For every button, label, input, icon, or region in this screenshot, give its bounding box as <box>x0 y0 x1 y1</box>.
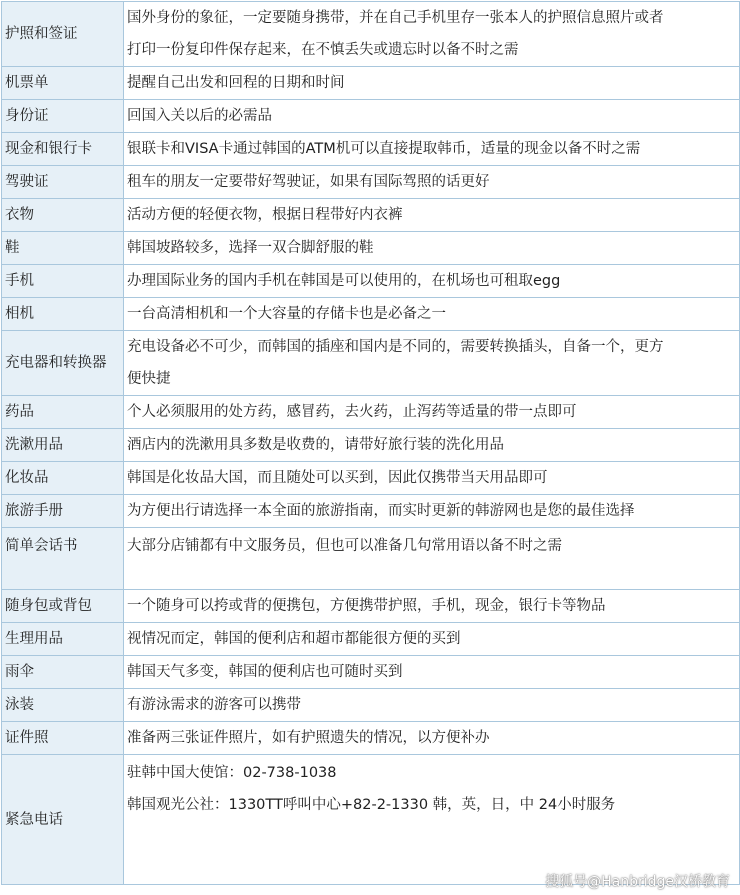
row-label: 药品 <box>2 396 124 429</box>
row-description: 办理国际业务的国内手机在韩国是可以使用的，在机场也可租取egg <box>124 265 740 298</box>
table-row <box>2 166 740 199</box>
table-row <box>2 199 740 232</box>
row-label: 护照和签证 <box>2 2 124 67</box>
row-description: 准备两三张证件照片，如有护照遗失的情况，以方便补办 <box>124 722 740 755</box>
row-description: 回国入关以后的必需品 <box>124 100 740 133</box>
row-description: 一个随身可以挎或背的便携包，方便携带护照，手机，现金，银行卡等物品 <box>124 590 740 623</box>
row-description: 租车的朋友一定要带好驾驶证，如果有国际驾照的话更好 <box>124 166 740 199</box>
description-line: 国外身份的象征，一定要随身携带，并在自己手机里存一张本人的护照信息照片或者 <box>127 10 664 26</box>
table-row <box>2 133 740 166</box>
table-row <box>2 656 740 689</box>
table-row <box>2 67 740 100</box>
table-row <box>2 232 740 265</box>
description-line: 便快捷 <box>127 371 171 387</box>
row-label: 驾驶证 <box>2 166 124 199</box>
table-row <box>2 689 740 722</box>
table-row <box>2 298 740 331</box>
table-row <box>2 462 740 495</box>
row-description: 活动方便的轻便衣物，根据日程带好内衣裤 <box>124 199 740 232</box>
row-label: 现金和银行卡 <box>2 133 124 166</box>
row-description: 韩国天气多变，韩国的便利店也可随时买到 <box>124 656 740 689</box>
row-label: 旅游手册 <box>2 495 124 528</box>
row-label: 雨伞 <box>2 656 124 689</box>
row-description: 个人必须服用的处方药，感冒药，去火药，止泻药等适量的带一点即可 <box>124 396 740 429</box>
row-label: 相机 <box>2 298 124 331</box>
table-row <box>2 396 740 429</box>
row-description: 酒店内的洗漱用具多数是收费的，请带好旅行装的洗化用品 <box>124 429 740 462</box>
row-label: 化妆品 <box>2 462 124 495</box>
row-label: 泳装 <box>2 689 124 722</box>
table-row <box>2 495 740 528</box>
table-row <box>2 331 740 396</box>
row-description: 韩国是化妆品大国，而且随处可以买到，因此仅携带当天用品即可 <box>124 462 740 495</box>
row-description <box>124 2 740 67</box>
table-row <box>2 722 740 755</box>
row-label: 生理用品 <box>2 623 124 656</box>
row-description: 银联卡和VISA卡通过韩国的ATM机可以直接提取韩币，适量的现金以备不时之需 <box>124 133 740 166</box>
table-row <box>2 100 740 133</box>
table-row <box>2 265 740 298</box>
table-row <box>2 623 740 656</box>
row-label: 紧急电话 <box>2 755 124 885</box>
row-description: 为方便出行请选择一本全面的旅游指南，而实时更新的韩游网也是您的最佳选择 <box>124 495 740 528</box>
row-description: 韩国坡路较多，选择一双合脚舒服的鞋 <box>124 232 740 265</box>
table-row <box>2 2 740 67</box>
row-label: 鞋 <box>2 232 124 265</box>
row-label: 简单会话书 <box>2 528 124 590</box>
row-description <box>124 331 740 396</box>
description-line: 打印一份复印件保存起来，在不慎丢失或遗忘时以备不时之需 <box>127 42 519 58</box>
row-description: 有游泳需求的游客可以携带 <box>124 689 740 722</box>
packing-checklist-table <box>1 1 740 885</box>
tourism-hotline-line: 韩国观光公社：1330TT呼叫中心+82-2-1330 韩，英，日，中 24小时服务 <box>127 797 616 813</box>
row-description: 大部分店铺都有中文服务员，但也可以准备几句常用语以备不时之需 <box>124 528 740 590</box>
row-description <box>124 755 740 885</box>
table-row <box>2 429 740 462</box>
row-label: 证件照 <box>2 722 124 755</box>
row-description: 一台高清相机和一个大容量的存储卡也是必备之一 <box>124 298 740 331</box>
row-label: 衣物 <box>2 199 124 232</box>
row-description: 视情况而定，韩国的便利店和超市都能很方便的买到 <box>124 623 740 656</box>
table-row <box>2 528 740 590</box>
row-label: 身份证 <box>2 100 124 133</box>
row-description: 提醒自己出发和回程的日期和时间 <box>124 67 740 100</box>
row-label: 洗漱用品 <box>2 429 124 462</box>
row-label: 手机 <box>2 265 124 298</box>
row-label: 随身包或背包 <box>2 590 124 623</box>
table-row <box>2 590 740 623</box>
row-label: 充电器和转换器 <box>2 331 124 396</box>
embassy-phone-line: 驻韩中国大使馆：02-738-1038 <box>127 765 337 781</box>
watermark: 搜狐号@Hanbridge汉桥教育 <box>545 874 730 890</box>
table-row <box>2 755 740 885</box>
row-label: 机票单 <box>2 67 124 100</box>
description-line: 充电设备必不可少，而韩国的插座和国内是不同的，需要转换插头，自备一个，更方 <box>127 339 664 355</box>
